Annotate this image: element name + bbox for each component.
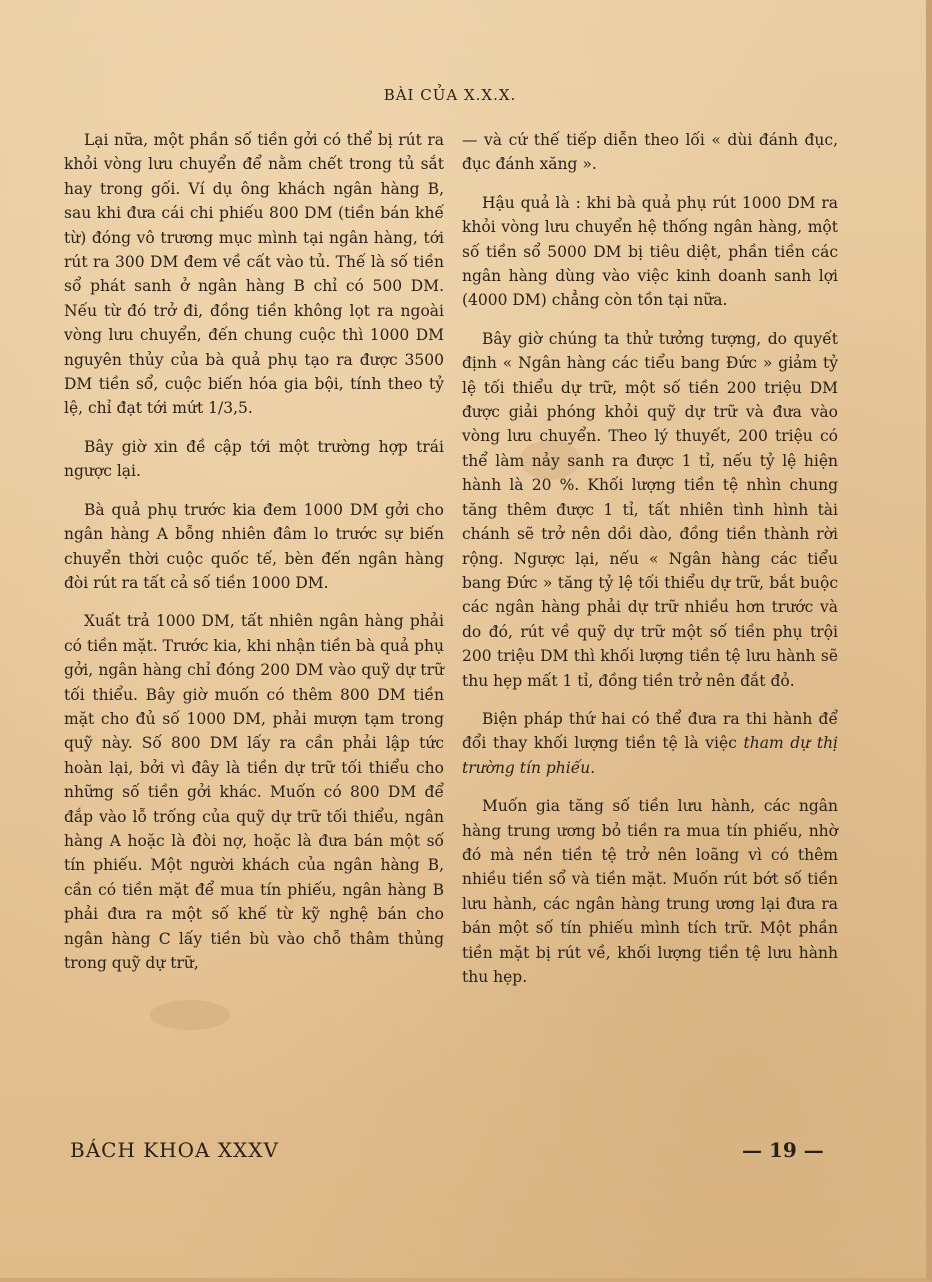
paper-stain	[150, 1000, 230, 1030]
paragraph: Bà quả phụ trước kia đem 1000 DM gởi cho ngân hàng A bỗng nhiên đâm lo trước sự biến chuyển thời cuộc quốc tế, bèn đến ngân hàng đòi rút ra tất cả số tiền 1000 DM.	[64, 500, 444, 592]
continuation-paragraph: — và cứ thế tiếp diễn theo lối « dùi đánh đục, đục đánh xăng ».	[462, 131, 838, 174]
paragraph: Xuất trả 1000 DM, tất nhiên ngân hàng phải có tiền mặt. Trước kia, khi nhận tiền bà quả phụ gởi, ngân hàng chỉ đóng 200 DM vào quỹ dự trữ tối thiểu. Bây giờ muốn có thêm 800 DM tiền mặt cho đủ số 1000 DM, phải mượn tạm trong quỹ này. Số 800 DM lấy ra cần phải lập tức hoàn lại, bởi vì đây là tiền dự trữ tối thiểu cho những số tiền gởi khác. Muốn có 800 DM để đắp vào lỗ trống của quỹ dự trữ tối thiểu, ngân hàng A hoặc là đòi nợ, hoặc là đưa bán một số tín phiếu. Một người khách của ngân hàng B, cần có tiền mặt để mua tín phiếu, ngân hàng B phải đưa ra một số khế từ kỹ nghệ bán cho ngân hàng C lấy tiền bù vào chỗ thâm thủng trong quỹ dự trữ,	[64, 612, 444, 972]
paragraph: Muốn gia tăng số tiền lưu hành, các ngân hàng trung ương bỏ tiền ra mua tín phiếu, nhờ đó mà nền tiền tệ trở nên loãng vì có thêm nhiều tiền sổ và tiền mặt. Muốn rút bớt số tiền lưu hành, các ngân hàng trung ương lại đưa ra bán một số tín phiếu mình tích trữ. Một phần tiền mặt bị rút về, khối lượng tiền tệ lưu hành thu hẹp.	[462, 797, 838, 986]
paragraph	[462, 707, 838, 780]
right-column	[462, 128, 838, 1003]
page-number: — 19 —	[742, 1138, 824, 1162]
publication-name: BÁCH KHOA XXXV	[70, 1138, 279, 1162]
paragraph: Bây giờ xin đề cập tới một trường hợp trái ngược lại.	[64, 437, 444, 481]
paragraph-text: Biện pháp thứ hai có thể đưa ra thi hành để đổi thay khối lượng tiền tệ là việc	[462, 709, 838, 753]
paragraph: Bây giờ chúng ta thử tưởng tượng, do quyết định « Ngân hàng các tiểu bang Đức » giảm tỷ lệ tối thiểu dự trữ, một số tiền 200 triệu DM được giải phóng khỏi quỹ dự trữ và đưa vào vòng lưu chuyển. Theo lý thuyết, 200 triệu có thể làm nảy sanh ra được 1 tỉ, nếu tỷ lệ hiện hành là 20 %. Khối lượng tiền tệ nhìn chung tăng thêm được 1 tỉ, tất nhiên tình hình tài chánh sẽ trở nên dồi dào, đồng tiền thành rời rộng. Ngược lại, nếu « Ngân hàng các tiểu bang Đức » tăng tỷ lệ tối thiểu dự trữ, bắt buộc các ngân hàng phải dự trữ nhiều hơn trước và do đó, rút về quỹ dự trữ một số tiền phụ trội 200 triệu DM thì khối lượng tiền tệ lưu hành sẽ thu hẹp mất 1 tỉ, đồng tiền trở nên đắt đỏ.	[462, 329, 838, 690]
italic-phrase: tham dự thị trường tín phiếu.	[462, 734, 839, 777]
running-head: BÀI CỦA X.X.X.	[383, 86, 517, 104]
left-column	[64, 128, 444, 989]
paragraph: Hậu quả là : khi bà quả phụ rút 1000 DM ra khỏi vòng lưu chuyển hệ thống ngân hàng, một số tiền sổ 5000 DM bị tiêu diệt, phần tiền các ngân hàng dùng vào việc kinh doanh sanh lợi (4000 DM) chẳng còn tồn tại nữa.	[462, 193, 838, 310]
paragraph: Lại nữa, một phần số tiền gởi có thể bị rút ra khỏi vòng lưu chuyển để nằm chết trong tủ sắt hay trong gối. Ví dụ ông khách ngân hàng B, sau khi đưa cái chi phiếu 800 DM (tiền bán khế từ) đóng vô trương mục mình tại ngân hàng, tới rút ra 300 DM đem về cất vào tủ. Thế là số tiền sổ phát sanh ở ngân hàng B chỉ có 500 DM. Nếu từ đó trở đi, đồng tiền không lọt ra ngoài vòng lưu chuyển, đến chung cuộc thì 1000 DM nguyên thủy của bà quả phụ tạo ra được 3500 DM tiền sổ, cuộc biến hóa gia bội, tính theo tỷ lệ, chỉ đạt tới mứt 1/3,5.	[64, 131, 444, 418]
